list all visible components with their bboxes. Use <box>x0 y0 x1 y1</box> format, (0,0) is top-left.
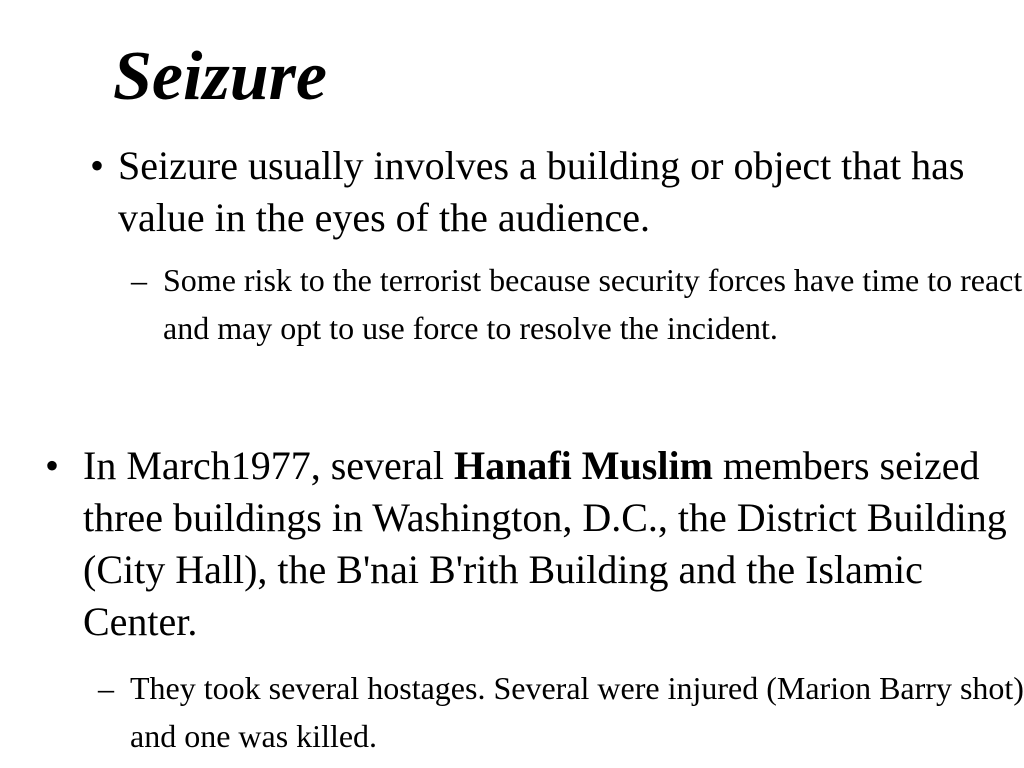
bullet-text: Seizure usually involves a building or object that has value in the eyes of the audience. <box>118 143 965 240</box>
sub-bullet-text: Some risk to the terrorist because security forces have time to react and may opt to use force to resolve the incident. <box>163 262 1023 346</box>
bullet-marker: • <box>90 143 105 188</box>
sub-bullet-risk <box>131 256 1024 352</box>
bullet-text-after: members seized three buildings in Washington, D.C., the District Building (City Hall), the B'nai B'rith Building and the Islamic Center. <box>83 443 1007 644</box>
bullet-text-before: In March1977, several <box>83 443 454 488</box>
sub-bullet-marker: – <box>131 262 147 298</box>
bullet-hanafi-example <box>45 440 1024 648</box>
bullet-seizure-definition <box>90 140 1018 244</box>
slide-title: Seizure <box>113 38 327 115</box>
bullet-emphasis: Hanafi Muslim <box>453 443 713 488</box>
sub-bullet-hostages <box>98 664 1024 760</box>
sub-bullet-text: They took several hostages. Several were injured (Marion Barry shot) and one was killed. <box>130 670 1024 754</box>
bullet-marker: • <box>45 443 60 488</box>
sub-bullet-marker: – <box>98 670 114 706</box>
